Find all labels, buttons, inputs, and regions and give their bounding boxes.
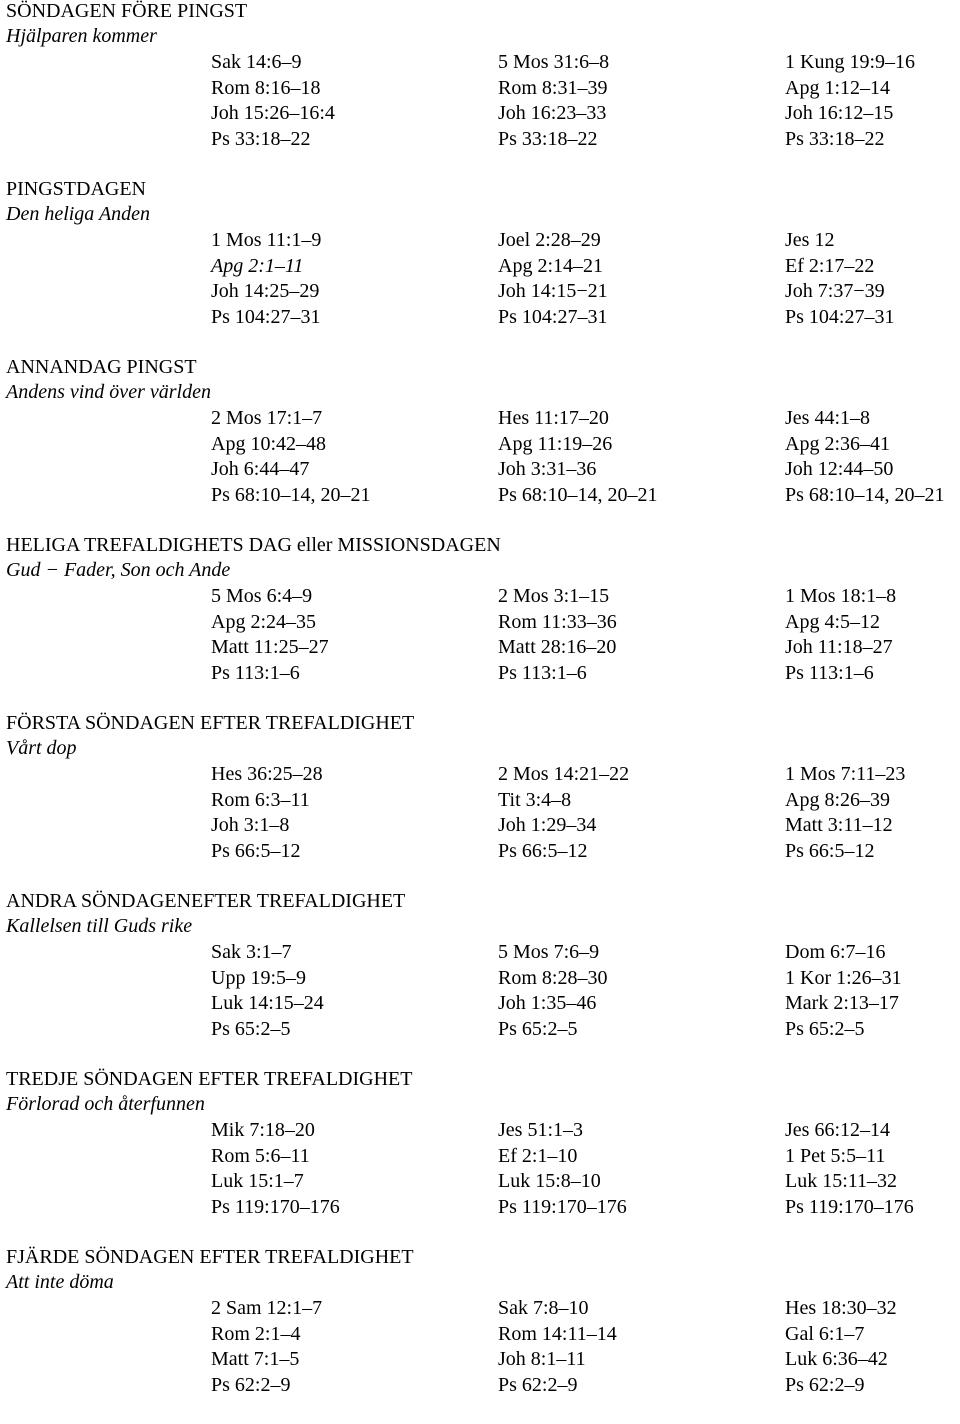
bible-reference: Ps 62:2–9: [498, 1373, 578, 1396]
reading-column-3: [785, 584, 896, 686]
bible-reference: Hes 36:25–28: [211, 763, 323, 785]
bible-reference: Luk 6:36–42: [785, 1348, 888, 1370]
bible-reference: Ps 119:170–176: [785, 1195, 914, 1218]
bible-reference: Ps 66:5–12: [785, 839, 875, 862]
section-title: PINGSTDAGEN: [6, 178, 146, 200]
reading-column-3: [785, 762, 905, 864]
bible-reference: Apg 8:26–39: [785, 788, 890, 811]
section-title: SÖNDAGEN FÖRE PINGST: [6, 0, 248, 22]
bible-reference: Apg 11:19–26: [498, 432, 613, 455]
bible-reference: Joh 1:35–46: [498, 992, 597, 1014]
bible-reference: Joh 3:31–36: [498, 458, 597, 480]
bible-reference: Luk 15:1–7: [211, 1170, 304, 1192]
reading-column-2: [498, 584, 617, 686]
bible-reference: 2 Sam 12:1–7: [211, 1297, 323, 1319]
bible-reference: Gal 6:1–7: [785, 1322, 865, 1345]
bible-reference: Apg 10:42–48: [211, 432, 326, 455]
bible-reference: Apg 2:1–11: [211, 254, 304, 277]
section-title: FÖRSTA SÖNDAGEN EFTER TREFALDIGHET: [6, 712, 415, 734]
reading-column-3: [785, 50, 915, 152]
bible-reference: Ef 2:17–22: [785, 254, 875, 277]
bible-reference: Matt 11:25–27: [211, 636, 329, 658]
bible-reference: 1 Mos 7:11–23: [785, 763, 906, 785]
bible-reference: Ps 62:2–9: [211, 1373, 291, 1396]
bible-reference: Rom 6:3–11: [211, 788, 310, 811]
bible-reference: Ps 65:2–5: [498, 1017, 578, 1040]
bible-reference: Apg 4:5–12: [785, 610, 880, 633]
bible-reference: Apg 2:14–21: [498, 254, 603, 277]
bible-reference: Ps 119:170–176: [498, 1195, 627, 1218]
bible-reference: Sak 3:1–7: [211, 941, 292, 963]
bible-reference: Ps 33:18–22: [785, 127, 885, 150]
reading-column-3: [785, 228, 894, 330]
reading-column-2: [498, 228, 608, 330]
bible-reference: Jes 51:1–3: [498, 1119, 583, 1141]
bible-reference: Rom 8:28–30: [498, 966, 608, 989]
bible-reference: Ps 68:10–14, 20–21: [211, 483, 371, 506]
bible-reference: Jes 12: [785, 229, 835, 251]
bible-reference: Apg 1:12–14: [785, 76, 890, 99]
reading-column-1: [211, 940, 324, 1042]
bible-reference: 2 Mos 14:21–22: [498, 763, 630, 785]
section-subtitle: Gud − Fader, Son och Ande: [6, 559, 231, 581]
bible-reference: Ps 66:5–12: [498, 839, 588, 862]
section-title: ANNANDAG PINGST: [6, 356, 197, 378]
reading-column-1: [211, 1118, 340, 1220]
reading-column-1: [211, 1296, 322, 1398]
reading-column-3: [785, 1296, 897, 1398]
bible-reference: Hes 11:17–20: [498, 407, 609, 429]
sunday-section: [0, 0, 960, 178]
bible-reference: Tit 3:4–8: [498, 788, 572, 811]
reading-column-2: [498, 762, 629, 864]
bible-reference: 1 Pet 5:5–11: [785, 1144, 886, 1167]
sunday-section: [0, 890, 960, 1068]
bible-reference: Joh 7:37−39: [785, 280, 885, 302]
bible-reference: Joh 8:1–11: [498, 1348, 586, 1370]
bible-reference: Joh 12:44–50: [785, 458, 894, 480]
sunday-section: [0, 534, 960, 712]
bible-reference: Ps 104:27–31: [211, 305, 321, 328]
bible-reference: 5 Mos 7:6–9: [498, 941, 600, 963]
section-subtitle: Kallelsen till Guds rike: [6, 915, 193, 937]
bible-reference: Luk 15:8–10: [498, 1170, 601, 1192]
bible-reference: 1 Kor 1:26–31: [785, 966, 902, 989]
bible-reference: Matt 28:16–20: [498, 636, 617, 658]
bible-reference: 1 Kung 19:9–16: [785, 51, 915, 73]
bible-reference: Mark 2:13–17: [785, 992, 899, 1014]
reading-column-2: [498, 50, 609, 152]
section-subtitle: Att inte döma: [6, 1271, 114, 1293]
reading-column-1: [211, 584, 329, 686]
bible-reference: Jes 44:1–8: [785, 407, 870, 429]
section-title: HELIGA TREFALDIGHETS DAG eller MISSIONSDAGEN: [6, 534, 501, 556]
reading-column-2: [498, 1118, 627, 1220]
bible-reference: Sak 14:6–9: [211, 51, 302, 73]
reading-column-3: [785, 1118, 914, 1220]
bible-reference: Ps 113:1–6: [211, 661, 300, 684]
bible-reference: Ps 66:5–12: [211, 839, 301, 862]
bible-reference: Joh 14:25–29: [211, 280, 320, 302]
bible-reference: Luk 14:15–24: [211, 992, 324, 1014]
section-title: ANDRA SÖNDAGENEFTER TREFALDIGHET: [6, 890, 406, 912]
bible-reference: 5 Mos 31:6–8: [498, 51, 610, 73]
reading-column-1: [211, 228, 321, 330]
bible-reference: Ps 113:1–6: [498, 661, 587, 684]
bible-reference: Ps 119:170–176: [211, 1195, 340, 1218]
bible-reference: Ef 2:1–10: [498, 1144, 578, 1167]
bible-reference: Ps 65:2–5: [211, 1017, 291, 1040]
bible-reference: Joh 16:12–15: [785, 102, 894, 124]
sunday-section: [0, 1068, 960, 1246]
bible-reference: Rom 5:6–11: [211, 1144, 310, 1167]
reading-column-2: [498, 1296, 617, 1398]
bible-reference: 1 Mos 11:1–9: [211, 229, 322, 251]
section-title: TREDJE SÖNDAGEN EFTER TREFALDIGHET: [6, 1068, 413, 1090]
bible-reference: Hes 18:30–32: [785, 1297, 897, 1319]
bible-reference: Ps 104:27–31: [785, 305, 895, 328]
reading-column-1: [211, 762, 323, 864]
bible-reference: Matt 3:11–12: [785, 814, 893, 836]
section-subtitle: Förlorad och återfunnen: [6, 1093, 205, 1115]
bible-reference: Rom 2:1–4: [211, 1322, 301, 1345]
bible-reference: Luk 15:11–32: [785, 1170, 898, 1192]
sunday-section: [0, 178, 960, 356]
section-subtitle: Den heliga Anden: [6, 203, 151, 225]
reading-column-3: [785, 406, 944, 508]
bible-reference: Mik 7:18–20: [211, 1119, 315, 1141]
bible-reference: Joh 14:15−21: [498, 280, 608, 302]
bible-reference: Rom 8:31–39: [498, 76, 608, 99]
sunday-section: [0, 356, 960, 534]
bible-reference: Joh 3:1–8: [211, 814, 290, 836]
section-title: FJÄRDE SÖNDAGEN EFTER TREFALDIGHET: [6, 1246, 414, 1268]
bible-reference: Ps 33:18–22: [211, 127, 311, 150]
bible-reference: Dom 6:7–16: [785, 941, 886, 963]
bible-reference: 5 Mos 6:4–9: [211, 585, 313, 607]
bible-reference: Ps 33:18–22: [498, 127, 598, 150]
bible-reference: Joel 2:28–29: [498, 229, 601, 251]
bible-reference: Ps 68:10–14, 20–21: [498, 483, 658, 506]
bible-reference: Apg 2:24–35: [211, 610, 316, 633]
bible-reference: Sak 7:8–10: [498, 1297, 589, 1319]
bible-reference: 2 Mos 17:1–7: [211, 407, 323, 429]
reading-column-1: [211, 406, 370, 508]
bible-reference: Joh 15:26–16:4: [211, 102, 335, 124]
bible-reference: Joh 1:29–34: [498, 814, 597, 836]
bible-reference: 2 Mos 3:1–15: [498, 585, 610, 607]
bible-reference: Joh 6:44–47: [211, 458, 310, 480]
bible-reference: Ps 62:2–9: [785, 1373, 865, 1396]
bible-reference: Jes 66:12–14: [785, 1119, 890, 1141]
sunday-section: [0, 1246, 960, 1424]
bible-reference: Joh 11:18–27: [785, 636, 893, 658]
bible-reference: Apg 2:36–41: [785, 432, 890, 455]
reading-column-2: [498, 940, 607, 1042]
section-subtitle: Hjälparen kommer: [6, 25, 157, 47]
sunday-section: [0, 712, 960, 890]
section-subtitle: Vårt dop: [6, 737, 77, 759]
bible-reference: Ps 68:10–14, 20–21: [785, 483, 945, 506]
bible-reference: Upp 19:5–9: [211, 966, 306, 989]
bible-reference: Matt 7:1–5: [211, 1348, 300, 1370]
reading-column-2: [498, 406, 657, 508]
bible-reference: Rom 8:16–18: [211, 76, 321, 99]
bible-reference: Ps 104:27–31: [498, 305, 608, 328]
bible-reference: Rom 14:11–14: [498, 1322, 617, 1345]
reading-column-3: [785, 940, 902, 1042]
reading-column-1: [211, 50, 335, 152]
bible-reference: Ps 113:1–6: [785, 661, 874, 684]
bible-reference: Joh 16:23–33: [498, 102, 607, 124]
section-subtitle: Andens vind över världen: [6, 381, 211, 403]
bible-reference: 1 Mos 18:1–8: [785, 585, 897, 607]
bible-reference: Rom 11:33–36: [498, 610, 617, 633]
bible-reference: Ps 65:2–5: [785, 1017, 865, 1040]
